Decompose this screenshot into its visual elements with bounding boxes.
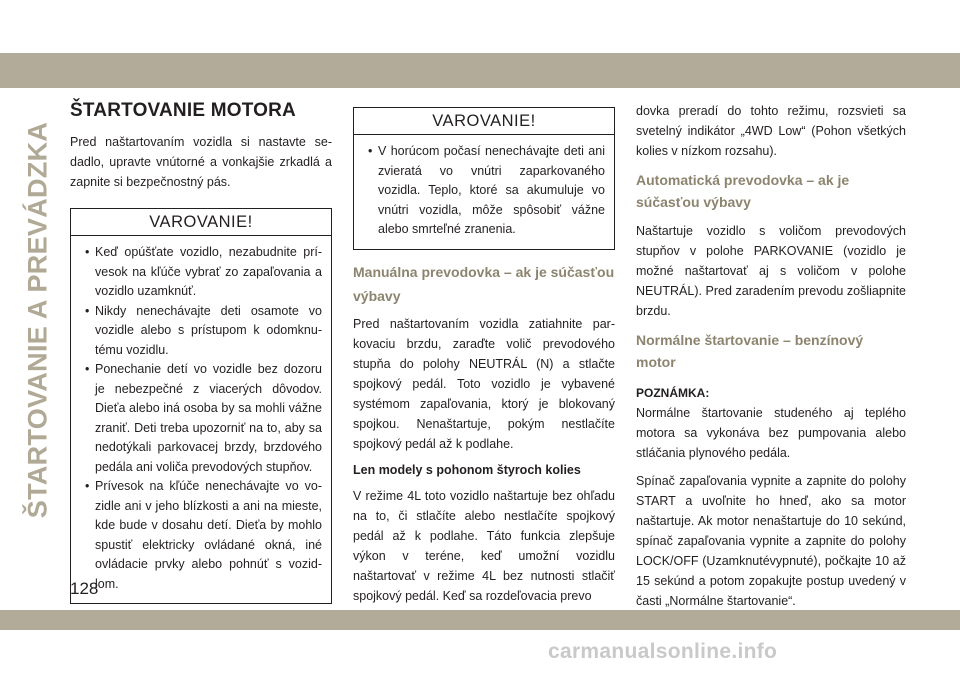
column-1 — [70, 100, 332, 604]
column-2 — [353, 107, 615, 606]
warning-title: VAROVANIE! — [354, 108, 614, 135]
warning-box-2 — [353, 107, 615, 250]
page-top-margin — [0, 0, 960, 53]
page-number: 128 — [70, 579, 99, 598]
warning-title: VAROVANIE! — [71, 209, 331, 236]
watermark-text: carmanualsonline.info — [548, 640, 778, 663]
column-3 — [636, 101, 906, 611]
section-side-title-text: ŠTARTOVANIE A PREVÁDZKA — [22, 121, 53, 518]
warning-item: • Ponechanie detí vo vozidle bez dozoru je nebezpečné z viacerých dôvodov. Dieťa alebo iná osoba by sa mohli vážne zraniť. Deti treba upozorniť na to, aby sa nedotýkali parkovacej brzdy, brzdového pedála ani voliča prevodových stupňov. — [80, 360, 322, 477]
warning-item: • Prívesok na kľúče nenechávajte vo vozidle ani v jeho blízkosti a ani na mieste, kde bude v dosahu detí. Dieťa by mohlo spustiť elektricky ovládané okná, iné ovládacie prvky alebo pohnúť s vozidlom. — [80, 477, 322, 594]
subheading-normal-start: Normálne štartovanie – benzínový motor — [636, 332, 864, 370]
four-wheel-drive-heading: Len modely s pohonom štyroch kolies — [353, 462, 581, 477]
warning-item: • Keď opúšťate vozidlo, nezabudnite prívesok na kľúče vybrať zo zapaľovania a vozidlo uzamknúť. — [80, 243, 322, 302]
warning-item: • V horúcom počasí nenechávajte deti ani zvieratá vo vnútri zaparkovaného vozidla. Teplo, ktoré sa akumuluje vo vnútri vozidla, môže spôsobiť vážne alebo smrteľné zranenia. — [363, 142, 605, 240]
note-paragraph: Normálne štartovanie studeného aj teplého motora sa vykonáva bez pumpovania alebo stláčania plynového pedála. — [636, 406, 906, 460]
header-bar — [0, 53, 960, 88]
page-title: ŠTARTOVANIE MOTORA — [70, 100, 296, 121]
manual-transmission-paragraph: Pred naštartovaním vozidla zatiahnite parkovaciu brzdu, zaraďte volič prevodového stupňa do polohy NEUTRÁL (N) a stlačte spojkový pedál. Toto vozidlo je vybavené systémom zapaľovania, ktorý je blokovaný spojkou. Nenaštartuje, pokým nestlačíte spojkový pedál až k podlahe. — [353, 316, 615, 451]
footer-bar — [0, 610, 960, 630]
warning-list — [354, 135, 614, 249]
subheading-manual-transmission: Manuálna prevodovka – ak je súčasťou výbavy — [353, 263, 615, 304]
subheading-automatic-transmission: Automatická prevodovka – ak je súčasťou výbavy — [636, 172, 850, 210]
intro-paragraph: Pred naštartovaním vozidla si nastavte sedadlo, upravte vnútorné a vonkajšie zrkadlá a zapnite si bezpečnostný pás. — [70, 135, 332, 189]
four-wheel-drive-paragraph: V režime 4L toto vozidlo naštartuje bez ohľadu na to, či stlačíte alebo nestlačíte spojkový pedál až k podlahe. Táto funkcia zlepšuje výkon v teréne, keď umožní vozidlu naštartovať v režime 4L bez nutnosti stlačiť spojkový pedál. Keď sa rozdeľovacia prevo — [353, 488, 615, 603]
continued-paragraph: dovka preradí do tohto režimu, rozsvieti sa svetelný indikátor „4WD Low“ (Pohon všetkých kolies v nízkom rozsahu). — [636, 104, 906, 158]
note-heading: POZNÁMKA: — [636, 386, 710, 400]
warning-box-1 — [70, 208, 332, 604]
ignition-paragraph: Spínač zapaľovania vypnite a zapnite do polohy START a uvoľnite ho hneď, ako sa motor naštartuje. Ak motor nenaštartuje do 10 sekúnd, spínač zapaľovania vypnite a zapnite do polohy LOCK/OFF (Uzamknutévypnuté), počkajte 10 až 15 sekúnd a potom zopakujte postup uvedený v časti „Normálne štartovanie“. — [636, 474, 906, 608]
warning-item: • Nikdy nenechávajte deti osamote vo vozidle alebo s prístupom k odomknutému vozidlu. — [80, 302, 322, 361]
automatic-transmission-paragraph: Naštartuje vozidlo s voličom prevodových stupňov v polohe PARKOVANIE (vozidlo je možné naštartovať aj s voličom v polohe NEUTRÁL). Pred zaradením prevodu zošliapnite brzdu. — [636, 224, 906, 318]
section-side-title — [16, 107, 60, 532]
warning-list — [71, 236, 331, 603]
